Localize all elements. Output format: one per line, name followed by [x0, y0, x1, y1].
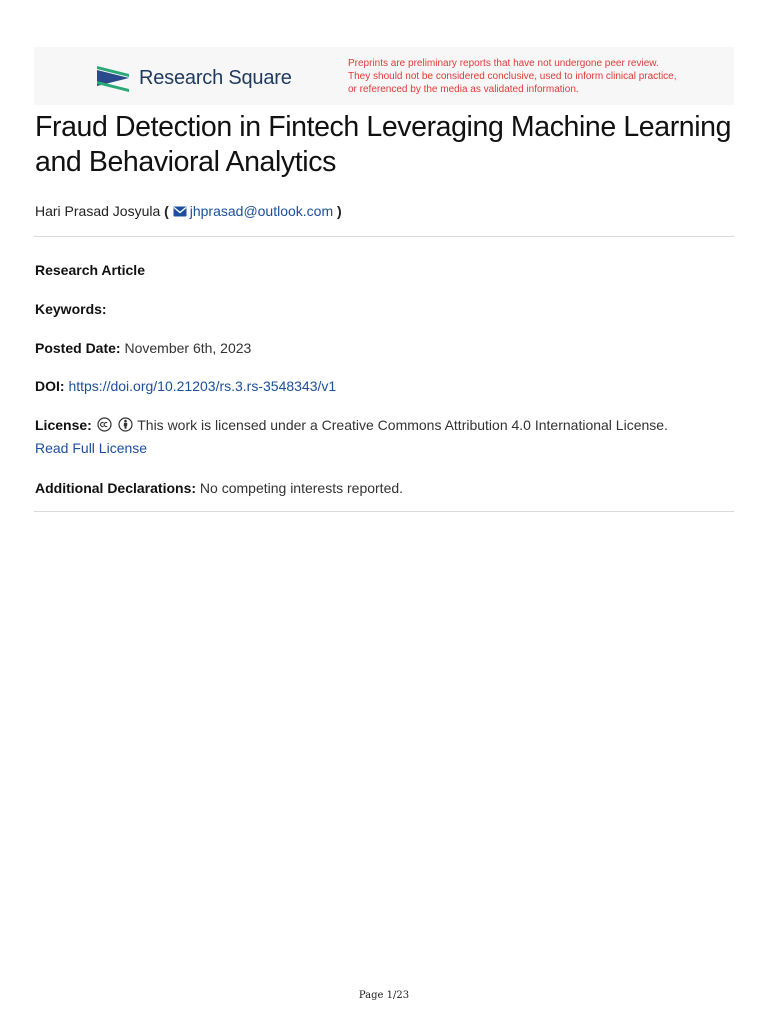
keywords-label: Keywords: [35, 301, 107, 317]
paper-title: Fraud Detection in Fintech Leveraging Machine Learning and Behavioral Analytics [35, 111, 732, 178]
preprint-disclaimer [348, 58, 728, 96]
author-email: jhprasad@outlook.com [189, 203, 334, 219]
doi-label: DOI: [35, 378, 65, 394]
license-label: License: [35, 417, 92, 433]
doi-row [35, 375, 735, 398]
page-number: Page 1/23 [358, 990, 410, 1001]
license-text: This work is licensed under a Creative Commons Attribution 4.0 International License. [137, 417, 668, 433]
license-row [35, 414, 735, 460]
author-email-link[interactable] [173, 203, 333, 219]
declarations-row [35, 477, 735, 500]
by-attribution-icon [118, 417, 133, 432]
author-name: Hari Prasad Josyula [35, 203, 161, 219]
posted-date-label: Posted Date: [35, 340, 121, 356]
envelope-icon [173, 206, 187, 217]
keywords-row [35, 298, 735, 321]
doi-link[interactable]: https://doi.org/10.21203/rs.3.rs-3548343/v1 [68, 378, 337, 394]
close-paren: ) [337, 203, 342, 219]
posted-date-value: November 6th, 2023 [124, 340, 252, 356]
cc-icon [97, 417, 112, 432]
posted-date-row [35, 337, 735, 360]
author-line [35, 203, 342, 219]
disclaimer-line: They should not be considered conclusive, used to inform clinical practice, [348, 70, 677, 82]
preprint-banner [34, 47, 734, 105]
open-paren: ( [164, 203, 169, 219]
research-square-logo [95, 64, 131, 94]
disclaimer-line: Preprints are preliminary reports that have not undergone peer review. [348, 58, 659, 69]
read-full-license-link[interactable]: Read Full License [35, 440, 148, 456]
declarations-value: No competing interests reported. [199, 480, 404, 496]
article-type-label: Research Article [35, 262, 145, 278]
article-type [35, 259, 735, 282]
disclaimer-line: or referenced by the media as validated information. [348, 83, 579, 95]
divider-top [34, 236, 734, 237]
divider-bottom [34, 511, 734, 512]
declarations-label: Additional Declarations: [35, 480, 197, 496]
logo-text: Research Square [139, 67, 292, 89]
